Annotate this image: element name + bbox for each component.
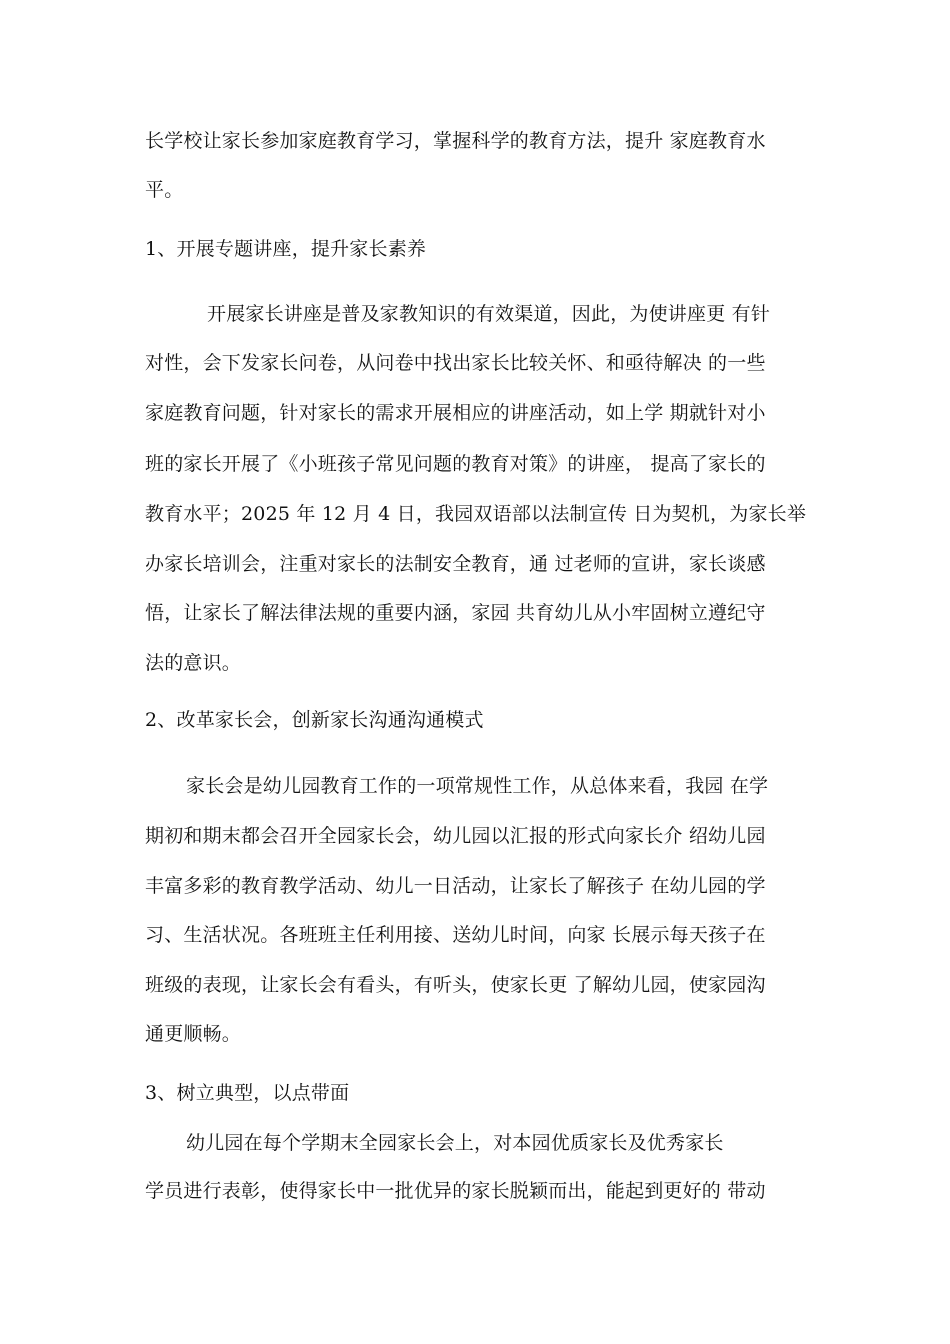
paragraph-line: 班级的表现，让家长会有看头，有听头，使家长更 了解幼儿园，使家园沟 [145,974,766,996]
paragraph-line: 家庭教育问题，针对家长的需求开展相应的讲座活动，如上学 期就针对小 [145,402,766,424]
section-heading: 3、树立典型，以点带面 [145,1082,350,1104]
paragraph-line: 通更顺畅。 [145,1023,242,1045]
section-heading: 1、开展专题讲座，提升家长素养 [145,238,427,260]
paragraph-line: 班的家长开展了《小班孩子常见问题的教育对策》的讲座， 提高了家长的 [145,453,766,475]
paragraph-line: 对性，会下发家长问卷，从问卷中找出家长比较关怀、和亟待解决 的一些 [145,352,766,374]
paragraph-line: 悟，让家长了解法律法规的重要内涵，家园 共育幼儿从小牢固树立遵纪守 [145,602,766,624]
paragraph-line: 教育水平；2025 年 12 月 4 日，我园双语部以法制宣传 日为契机，为家长举 [145,503,807,525]
paragraph-line: 习、生活状况。各班班主任利用接、送幼儿时间，向家 长展示每天孩子在 [145,924,766,946]
paragraph-line: 丰富多彩的教育教学活动、幼儿一日活动，让家长了解孩子 在幼儿园的学 [145,875,766,897]
paragraph-line: 期初和期末都会召开全园家长会，幼儿园以汇报的形式向家长介 绍幼儿园 [145,825,766,847]
paragraph-line: 幼儿园在每个学期末全园家长会上，对本园优质家长及优秀家长 [186,1132,724,1154]
paragraph-line: 法的意识。 [145,652,242,674]
paragraph-line: 开展家长讲座是普及家教知识的有效渠道，因此，为使讲座更 有针 [207,303,771,325]
paragraph-line: 学员进行表彰，使得家长中一批优异的家长脱颖而出，能起到更好的 带动 [145,1180,766,1202]
paragraph-line: 家长会是幼儿园教育工作的一项常规性工作，从总体来看，我园 在学 [186,775,769,797]
section-heading: 2、改革家长会，创新家长沟通沟通模式 [145,709,484,731]
paragraph-line: 平。 [145,179,184,201]
paragraph-line: 办家长培训会，注重对家长的法制安全教育，通 过老师的宣讲，家长谈感 [145,553,766,575]
paragraph-line: 长学校让家长参加家庭教育学习，掌握科学的教育方法，提升 家庭教育水 [145,130,766,152]
